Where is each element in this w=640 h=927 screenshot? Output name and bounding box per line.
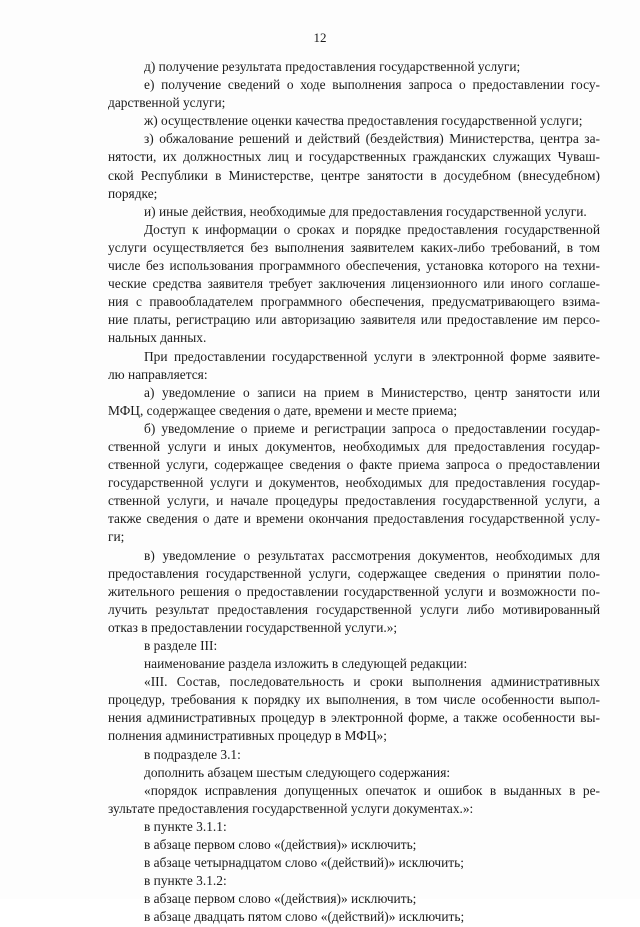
text-line: наименование раздела изложить в следующей редакции: xyxy=(144,656,468,672)
text-line: порядке; xyxy=(108,185,158,201)
paragraph xyxy=(108,764,600,782)
paragraph xyxy=(108,637,600,655)
text-line: зультате предоставления государственной услуги документах.»: xyxy=(108,800,474,816)
paragraph xyxy=(108,655,600,673)
text-line: ние платы, регистрацию или авторизацию заявителя или предоставление им персо- xyxy=(108,312,600,328)
text-line: процедур, требования к порядку их выполнения, в том числе особенности выпол- xyxy=(108,692,600,708)
text-line: При предоставлении государственной услуги в электронной форме заявите- xyxy=(144,348,600,364)
text-line: а) уведомление о записи на прием в Министерство, центр занятости или xyxy=(144,384,600,400)
text-line: ской Республики в Министерстве, центре занятости в досудебном (внесудебном) xyxy=(108,167,600,183)
paragraph xyxy=(108,547,600,637)
text-line: в разделе III: xyxy=(144,638,218,653)
text-line: дарственной услуги; xyxy=(108,95,226,111)
text-line: в подразделе 3.1: xyxy=(144,746,241,762)
text-line: ния с правообладателем программного обеспечения, предусматривающего взима- xyxy=(108,294,600,310)
text-line: жительного решения о предоставлении государственной услуги и возможности по- xyxy=(108,583,600,599)
text-line: государственной услуги и документов, необходимых для предоставления государ- xyxy=(108,475,600,491)
text-line: нальных данных. xyxy=(108,330,207,346)
paragraph xyxy=(108,112,600,130)
paragraph xyxy=(108,746,600,764)
paragraph xyxy=(108,782,600,818)
paragraph xyxy=(108,130,600,202)
text-line: Доступ к информации о сроках и порядке предоставления государственной xyxy=(144,221,600,237)
text-line: предоставления государственной услуги, содержащее сведения о принятии поло- xyxy=(108,565,600,581)
text-line: в пункте 3.1.2: xyxy=(144,873,227,889)
text-line: лю направляется: xyxy=(108,366,208,382)
text-line: МФЦ, содержащее сведения о дате, времени и месте приема; xyxy=(108,402,458,418)
text-line: ственной услуги, содержащее сведения о факте приема запроса о предоставлении xyxy=(108,457,600,473)
paragraph xyxy=(108,221,600,348)
text-line: и) иные действия, необходимые для предоставления государственной услуги. xyxy=(144,203,587,219)
text-line: в пункте 3.1.1: xyxy=(144,818,227,834)
text-line: «III. Состав, последовательность и сроки выполнения административных xyxy=(144,674,600,690)
text-line: в абзаце четырнадцатом слово «(действий)» исключить; xyxy=(144,855,464,871)
text-line: в абзаце первом слово «(действия)» исключить; xyxy=(144,891,417,907)
text-line: в абзаце первом слово «(действия)» исключить; xyxy=(144,837,417,853)
paragraph xyxy=(108,890,600,908)
text-line: «порядок исправления допущенных опечаток и ошибок в выданных в ре- xyxy=(144,782,600,798)
text-line: также сведения о дате и времени окончания предоставления государственной услу- xyxy=(108,511,600,527)
text-line: д) получение результата предоставления государственной услуги; xyxy=(144,59,521,74)
text-line: ственной услуги и иных документов, необходимых для предоставления государ- xyxy=(108,438,600,454)
text-line: услуги осуществляется без выполнения заявителем каких-либо требований, в том xyxy=(108,239,600,255)
text-line: дополнить абзацем шестым следующего содержания: xyxy=(144,764,451,780)
text-line: ственной услуги, и начале процедуры предоставления государственной услуги, а xyxy=(108,493,600,509)
paragraph xyxy=(108,836,600,854)
paragraph xyxy=(108,420,600,547)
text-line: отказ в предоставлении государственной услуги.»; xyxy=(108,619,398,635)
text-line: нятости, их должностных лиц и государственных гражданских служащих Чуваш- xyxy=(108,149,600,165)
paragraph xyxy=(108,673,600,745)
text-line: е) получение сведений о ходе выполнения запроса о предоставлении госу- xyxy=(144,77,600,93)
text-line: числе без использования программного обеспечения, установка которого на техни- xyxy=(108,258,600,274)
text-line: в) уведомление о результатах рассмотрения документов, необходимых для xyxy=(144,547,600,563)
paragraph xyxy=(108,384,600,420)
text-line: полнения административных процедур в МФЦ»; xyxy=(108,728,387,744)
document-body xyxy=(108,58,600,927)
text-line: лучить результат предоставления государственной услуги либо мотивированный xyxy=(108,601,600,617)
text-line: б) уведомление о приеме и регистрации запроса о предоставлении государ- xyxy=(144,420,600,436)
text-line: нения административных процедур в электронной форме, а также особенности вы- xyxy=(108,710,600,726)
text-line: в абзаце двадцать пятом слово «(действий)» исключить; xyxy=(144,909,465,925)
page-number: 12 xyxy=(313,30,327,45)
paragraph xyxy=(108,203,600,221)
paragraph xyxy=(108,348,600,384)
text-line: ж) осуществление оценки качества предоставления государственной услуги; xyxy=(144,113,583,129)
paragraph xyxy=(108,76,600,112)
paragraph xyxy=(108,872,600,890)
text-line: ческие средства заявителя требует заключения лицензионного или иного соглаше- xyxy=(108,276,600,292)
paragraph xyxy=(108,818,600,836)
text-line: з) обжалование решений и действий (бездействия) Министерства, центра за- xyxy=(144,131,600,147)
paragraph xyxy=(108,58,600,76)
paragraph xyxy=(108,854,600,872)
paragraph xyxy=(108,908,600,926)
text-line: ги; xyxy=(108,529,125,545)
